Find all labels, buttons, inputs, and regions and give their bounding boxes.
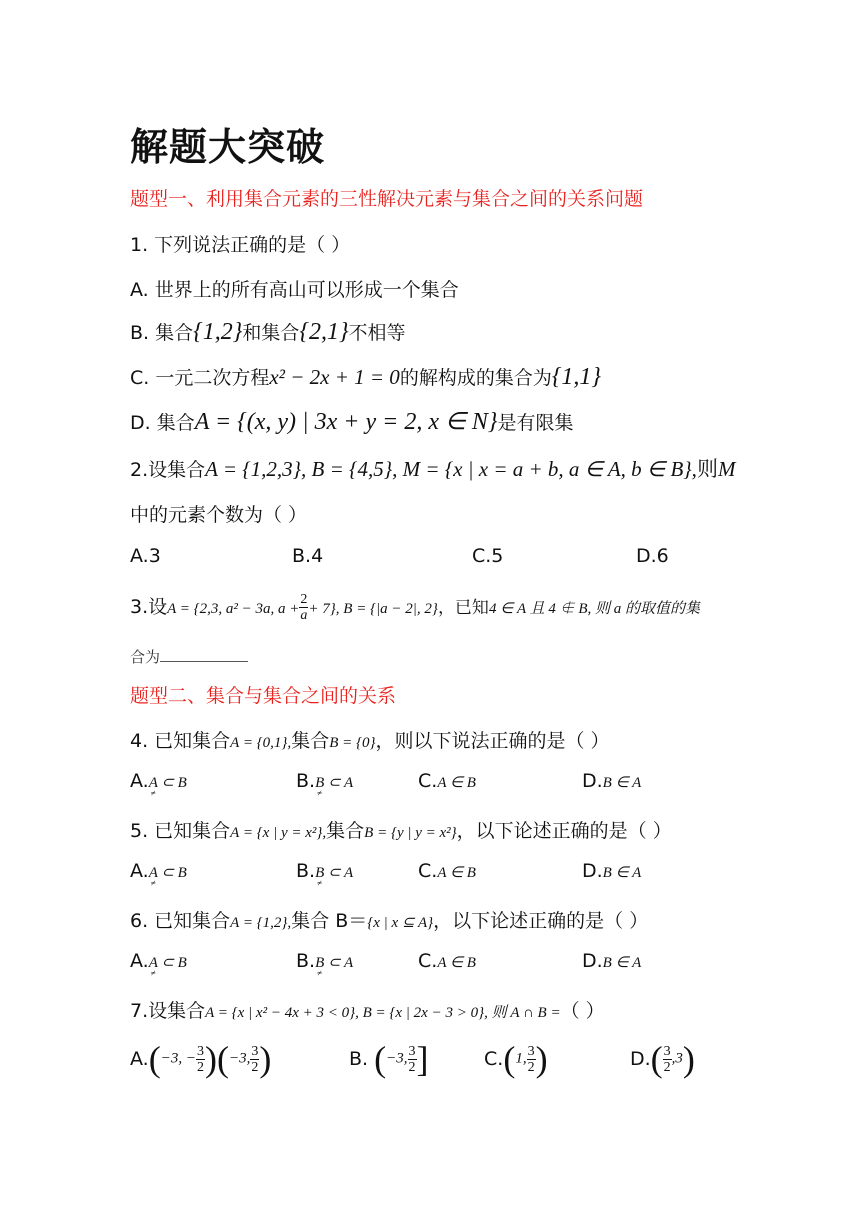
q7-a2-den: 2 <box>251 1059 259 1075</box>
q1-option-d <box>130 407 574 436</box>
q7-option-d <box>630 1038 695 1080</box>
q7-suffix: （ ） <box>560 1000 605 1022</box>
q7-a2-num: 3 <box>251 1043 259 1059</box>
q3-answer-blank[interactable] <box>160 649 248 662</box>
q4-c-label: C. <box>418 770 438 792</box>
q1-b-middle: 和集合 <box>242 322 300 344</box>
q7-a1-den: 2 <box>196 1059 204 1075</box>
q7-a-paren-close-1: ) <box>204 1039 217 1079</box>
q5-option-c <box>418 860 476 882</box>
q6-a-label: A. <box>130 950 149 972</box>
q3-middle: ，已知 <box>437 598 489 618</box>
q6-middle: 集合 B＝ <box>291 910 368 932</box>
q1-c-prefix: C. 一元二次方程 <box>130 367 270 389</box>
q2-option-a: A.3 <box>130 545 161 567</box>
q6-c-math: A ∈ B <box>437 955 476 971</box>
q6-b-math: B ⊂ A ≠ <box>315 955 353 971</box>
q6-math2: {x | x ⊆ A} <box>367 915 434 931</box>
q7-prefix: 7.设集合 <box>130 1000 206 1022</box>
q7-d-paren-open: ( <box>650 1039 663 1079</box>
q6-prefix: 6. 已知集合 <box>130 910 231 932</box>
q4-stem <box>130 726 610 753</box>
q5-prefix: 5. 已知集合 <box>130 820 231 842</box>
q6-math1: A = {1,2}, <box>230 915 292 931</box>
q2-option-c: C.5 <box>472 545 504 567</box>
q2-option-b: B.4 <box>292 545 324 567</box>
q4-suffix: ，则以下说法正确的是（ ） <box>375 730 610 752</box>
q5-stem <box>130 816 672 843</box>
q4-d-math: B ∈ A <box>602 775 642 791</box>
page-title: 解题大突破 <box>130 125 326 169</box>
q7-a1-num: 3 <box>196 1043 204 1059</box>
q7-a1-fraction <box>196 1044 205 1075</box>
q7-option-a <box>130 1038 271 1080</box>
q5-a-label: A. <box>130 860 149 882</box>
q3-prefix: 3.设 <box>130 596 168 618</box>
q3-frac-num: 2 <box>300 592 308 607</box>
q2-m: M <box>717 457 736 481</box>
q7-c-label: C. <box>484 1048 504 1070</box>
q1-option-a: A. 世界上的所有高山可以形成一个集合 <box>130 279 459 301</box>
q5-middle: 集合 <box>326 820 365 842</box>
q5-suffix: ，以下论述正确的是（ ） <box>456 820 672 842</box>
q2-prefix: 2.设集合 <box>130 459 206 481</box>
q2-then: 则 <box>696 457 718 481</box>
q1-c-middle: 的解构成的集合为 <box>399 367 552 389</box>
q4-d-label: D. <box>582 770 603 792</box>
q1-b-suffix: 不相等 <box>348 322 406 344</box>
q2-stem <box>130 453 735 483</box>
q5-option-d <box>582 860 641 882</box>
q4-option-c <box>418 770 476 792</box>
q7-c-paren-open: ( <box>503 1039 516 1079</box>
q7-c1: 1, <box>515 1050 527 1067</box>
q7-c-paren-close: ) <box>535 1039 548 1079</box>
q1-option-b <box>130 318 406 346</box>
q3-math2: + 7}, B = {|a − 2|, 2} <box>308 601 438 617</box>
q7-c-den: 2 <box>527 1059 535 1075</box>
q6-suffix: ，以下论述正确的是（ ） <box>433 910 649 932</box>
q4-a-label: A. <box>130 770 149 792</box>
q7-d-den: 2 <box>663 1059 671 1075</box>
q5-c-label: C. <box>418 860 438 882</box>
q7-b-label: B. <box>349 1048 369 1070</box>
q1-d-prefix: D. 集合 <box>130 412 195 434</box>
q1-d-set: A = {(x, y) | 3x + y = 2, x ∈ N} <box>194 409 498 435</box>
q4-math1: A = {0,1}, <box>230 735 292 751</box>
q1-c-equation: x² − 2x + 1 = 0 <box>269 365 400 389</box>
q4-b-label: B. <box>296 770 316 792</box>
q3-stem-line2 <box>130 646 248 667</box>
q7-b-paren-close: ] <box>416 1039 429 1079</box>
q5-d-math: B ∈ A <box>602 865 642 881</box>
q7-a-label: A. <box>130 1048 149 1070</box>
q2-math: A = {1,2,3}, B = {4,5}, M = {x | x = a + b, a ∈ A, b ∈ B}, <box>205 457 697 481</box>
q6-option-d <box>582 950 641 972</box>
q5-c-math: A ∈ B <box>437 865 476 881</box>
q7-c-fraction <box>527 1044 536 1075</box>
q5-d-label: D. <box>582 860 603 882</box>
q1-d-suffix: 是有限集 <box>497 412 574 434</box>
q6-option-c <box>418 950 476 972</box>
section-heading-2: 题型二、集合与集合之间的关系 <box>130 685 397 707</box>
q7-b-den: 2 <box>408 1059 416 1075</box>
q6-b-label: B. <box>296 950 316 972</box>
q6-d-label: D. <box>582 950 603 972</box>
q4-option-a <box>130 770 187 792</box>
q7-option-b <box>349 1038 429 1080</box>
q4-option-b <box>296 770 353 792</box>
q6-a-math: A ⊂ B ≠ <box>149 955 187 971</box>
q1-c-set: {1,1} <box>551 364 602 390</box>
q3-condition: 4 ∈ A 且 4 ∉ B, 则 a 的取值的集 <box>488 601 701 617</box>
q4-prefix: 4. 已知集合 <box>130 730 231 752</box>
q7-c-num: 3 <box>527 1043 535 1059</box>
q2-stem-line2: 中的元素个数为（ ） <box>130 504 308 526</box>
q7-a2-fraction <box>250 1044 259 1075</box>
q4-math2: B = {0} <box>329 735 376 751</box>
q7-a-paren-open-2: ( <box>216 1039 229 1079</box>
q7-a-paren-close-2: ) <box>259 1039 272 1079</box>
q5-b-label: B. <box>296 860 316 882</box>
q3-frac-den: a <box>300 608 308 623</box>
q6-stem <box>130 906 648 933</box>
q4-c-math: A ∈ B <box>437 775 476 791</box>
q1-option-c <box>130 363 601 391</box>
q2-option-d: D.6 <box>636 545 669 567</box>
q7-a2: −3, <box>228 1050 251 1067</box>
q6-c-label: C. <box>418 950 438 972</box>
q7-math: A = {x | x² − 4x + 3 < 0}, B = {x | 2x − 3 > 0}, 则 A ∩ B = <box>205 1005 561 1021</box>
q5-option-b <box>296 860 353 882</box>
q7-b-num: 3 <box>408 1043 416 1059</box>
q3-stem <box>130 592 700 623</box>
q5-math1: A = {x | y = x²}, <box>230 825 327 841</box>
q3-math1: A = {2,3, a² − 3a, a + <box>167 601 300 617</box>
q7-stem <box>130 996 605 1023</box>
q5-a-math: A ⊂ B ≠ <box>149 865 187 881</box>
q7-d-fraction <box>663 1044 672 1075</box>
q1-b-prefix: B. 集合 <box>130 322 194 344</box>
q7-d-label: D. <box>630 1048 651 1070</box>
q7-d-num: 3 <box>663 1043 671 1059</box>
q7-b-paren-open: ( <box>374 1039 387 1079</box>
q5-option-a <box>130 860 187 882</box>
q6-option-b <box>296 950 353 972</box>
q7-a-paren-open-1: ( <box>148 1039 161 1079</box>
q7-d1: ,3 <box>671 1050 683 1067</box>
q1-b-set2: {2,1} <box>299 319 349 345</box>
q5-b-math: B ⊂ A ≠ <box>315 865 353 881</box>
q1-stem: 1. 下列说法正确的是（ ） <box>130 234 351 256</box>
q4-a-math: A ⊂ B ≠ <box>149 775 187 791</box>
q7-a1: −3, − <box>160 1050 196 1067</box>
q7-b-fraction <box>408 1044 417 1075</box>
q5-math2: B = {y | y = x²} <box>364 825 457 841</box>
q6-option-a <box>130 950 187 972</box>
q1-b-set1: {1,2} <box>193 319 243 345</box>
q4-b-math: B ⊂ A ≠ <box>315 775 353 791</box>
q3-line2-text: 合为 <box>130 648 161 666</box>
q6-d-math: B ∈ A <box>602 955 642 971</box>
q7-b1: −3, <box>386 1050 408 1067</box>
q4-middle: 集合 <box>291 730 330 752</box>
q7-option-c <box>484 1038 548 1080</box>
q7-d-paren-close: ) <box>682 1039 695 1079</box>
section-heading-1: 题型一、利用集合元素的三性解决元素与集合之间的关系问题 <box>130 188 644 210</box>
q4-option-d <box>582 770 641 792</box>
